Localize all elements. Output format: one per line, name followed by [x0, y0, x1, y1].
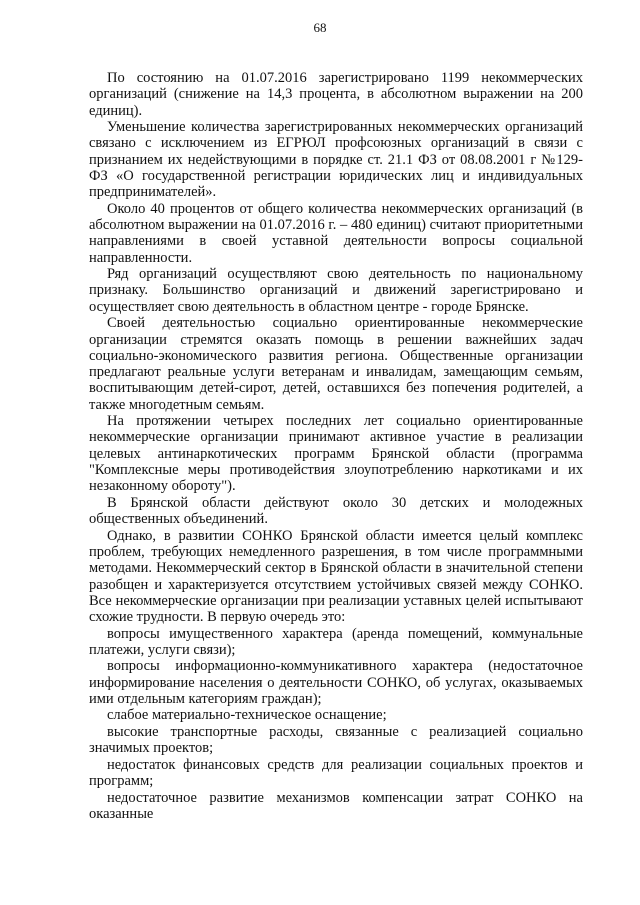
paragraph: По состоянию на 01.07.2016 зарегистрировано 1199 некоммерческих организаций (снижение на 14,3 процента, в абсолютном выражении на 200 единиц).: [89, 70, 583, 119]
paragraph: Ряд организаций осуществляют свою деятельность по национальному признаку. Большинство организаций и движений зарегистрировано и осуществляет свою деятельность в областном центре - городе Брянске.: [89, 266, 583, 315]
list-item: недостаточное развитие механизмов компенсации затрат СОНКО на оказанные: [89, 789, 583, 822]
list-item: вопросы имущественного характера (аренда помещений, коммунальные платежи, услуги связи);: [89, 625, 583, 658]
page-number: 68: [313, 20, 327, 35]
paragraph: В Брянской области действуют около 30 детских и молодежных общественных объединений.: [89, 494, 583, 528]
list-item: вопросы информационно-коммуникативного характера (недостаточное информирование населения о деятельности СОНКО, об услугах, оказываемых ими отдельным категориям граждан);: [89, 658, 583, 707]
paragraph: Уменьшение количества зарегистрированных некоммерческих организаций связано с исключением из ЕГРЮЛ профсоюзных организаций в связи с признанием их недействующими в порядке ст. 21.1 ФЗ от 08.08.2001 г №129-ФЗ «О государственной регистрации юридических лиц и индивидуальных предпринимателей».: [89, 119, 583, 201]
paragraph: Однако, в развитии СОНКО Брянской области имеется целый комплекс проблем, требующих немедленного разрешения, в том числе программными методами. Некоммерческий сектор в Брянской области в значительной степени разобщен и характеризуется отсутствием устойчивых связей между СОНКО. Все некоммерческие организации при реализации уставных целей испытывают схожие трудности. В первую очередь это:: [89, 527, 583, 626]
paragraph: На протяжении четырех последних лет социально ориентированные некоммерческие организации принимают активное участие в реализации целевых антинаркотических программ Брянской области (программа "Комплексные меры противодействия злоупотреблению наркотиками и их незаконному обороту").: [89, 413, 583, 495]
list-item: недостаток финансовых средств для реализации социальных проектов и программ;: [89, 756, 583, 790]
list-item: высокие транспортные расходы, связанные с реализацией социально значимых проектов;: [89, 723, 583, 757]
list-item: слабое материально-техническое оснащение;: [107, 707, 387, 724]
document-body: [89, 70, 583, 822]
paragraph: Около 40 процентов от общего количества некоммерческих организаций (в абсолютном выражении на 01.07.2016 г. – 480 единиц) считают приоритетными направлениями в своей уставной деятельности вопросы социальной направленности.: [89, 200, 583, 266]
paragraph: Своей деятельностью социально ориентированные некоммерческие организации стремятся оказать помощь в решении важнейших задач социально-экономического развития региона. Общественные организации предлагают реальные услуги ветеранам и инвалидам, замещающим семьям, воспитывающим детей-сирот, детей, оставшихся без попечения родителей, а также многодетным семьям.: [89, 315, 583, 413]
